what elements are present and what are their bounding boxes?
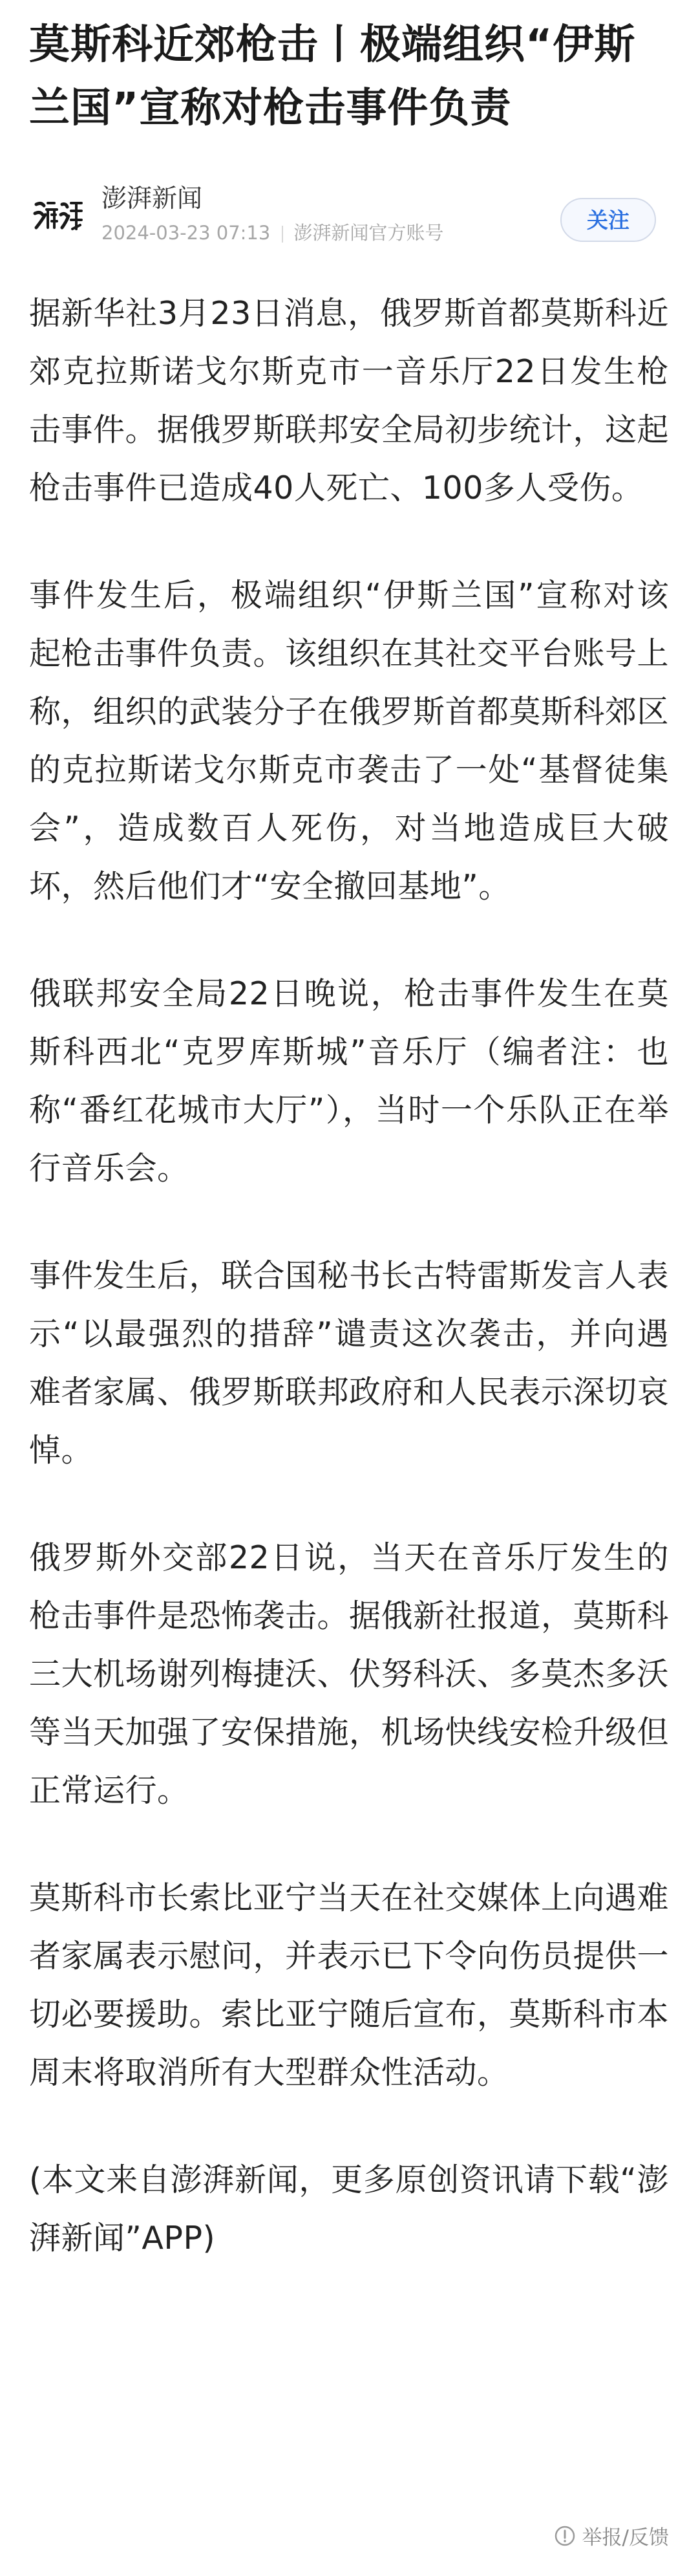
publish-date: 2024-03-23 07:13: [101, 222, 271, 244]
article-paragraph: 莫斯科市长索比亚宁当天在社交媒体上向遇难者家属表示慰问，并表示已下令向伤员提供一切必要援助。索比亚宁随后宣布，莫斯科市本周末将取消所有大型群众性活动。: [29, 1879, 670, 2091]
report-feedback-label: 举报/反馈: [582, 2526, 669, 2549]
report-feedback-link[interactable]: [554, 2521, 669, 2550]
meta-divider: [282, 226, 283, 243]
source-row: [29, 171, 669, 259]
article-paragraph: 俄联邦安全局22日晚说，枪击事件发生在莫斯科西北“克罗库斯城”音乐厅（编者注：也称“番红花城市大厅”），当时一个乐队正在举行音乐会。: [29, 975, 669, 1187]
article-body: [29, 285, 669, 2268]
article-paragraph: 俄罗斯外交部22日说，当天在音乐厅发生的枪击事件是恐怖袭击。据俄新社报道，莫斯科三大机场谢列梅捷沃、伏努科沃、多莫杰多沃等当天加强了安保措施，机场快线安检升级但正常运行。: [29, 1539, 670, 1809]
follow-button[interactable]: 关注: [560, 198, 656, 242]
source-name[interactable]: 澎湃新闻: [101, 184, 203, 213]
account-type: 澎湃新闻官方账号: [293, 222, 444, 244]
article-title: 莫斯科近郊枪击丨极端组织“伊斯兰国”宣称对枪击事件负责: [29, 21, 636, 131]
source-info: [101, 182, 443, 247]
article-paragraph: 事件发生后，联合国秘书长古特雷斯发言人表示“以最强烈的措辞”谴责这次袭击，并向遇难者家属、俄罗斯联邦政府和人民表示深切哀悼。: [29, 1257, 670, 1469]
article-source-note: (本文来自澎湃新闻，更多原创资讯请下载“澎湃新闻”APP): [29, 2161, 669, 2257]
article-paragraph: 事件发生后，极端组织“伊斯兰国”宣称对该起枪击事件负责。该组织在其社交平台账号上称，组织的武装分子在俄罗斯首都莫斯科郊区的克拉斯诺戈尔斯克市袭击了一处“基督徒集会”，造成数百人死伤，对当地造成巨大破坏，然后他们才“安全撤回基地”。: [29, 577, 670, 905]
source-meta: [101, 219, 443, 247]
report-icon: [554, 2525, 576, 2547]
article-paragraph: 据新华社3月23日消息，俄罗斯首都莫斯科近郊克拉斯诺戈尔斯克市一音乐厅22日发生枪击事件。据俄罗斯联邦安全局初步统计，这起枪击事件已造成40人死亡、100多人受伤。: [29, 295, 670, 506]
thepaper-logo-icon[interactable]: [29, 186, 87, 244]
